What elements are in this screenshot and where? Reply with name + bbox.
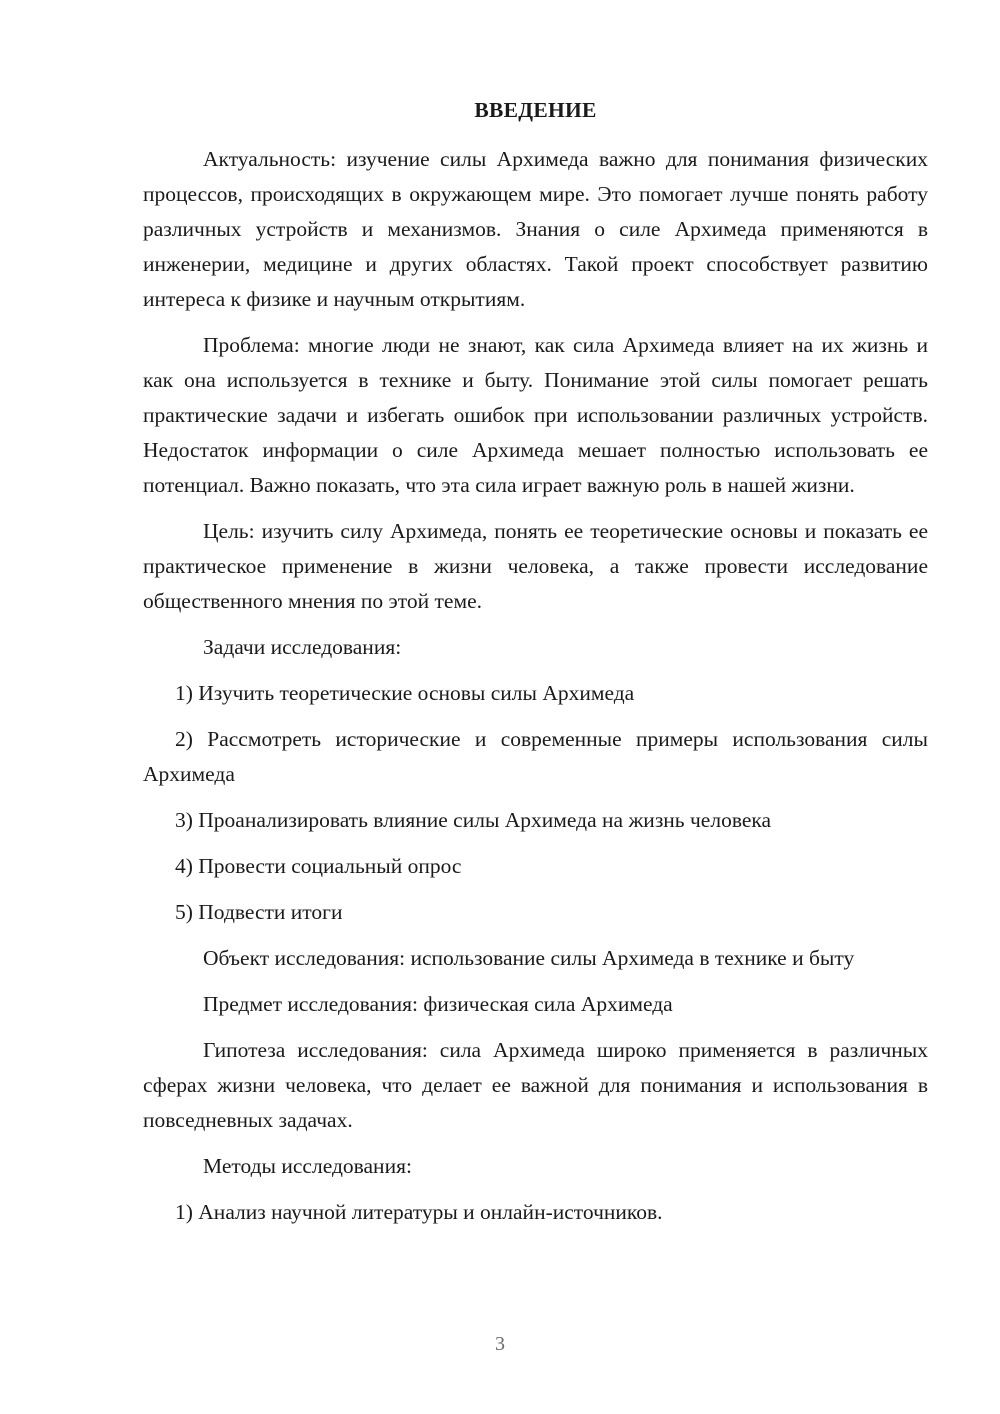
relevance-paragraph: Актуальность: изучение силы Архимеда важно для понимания физических процессов, происходящих в окружающем мире. Это помогает лучше понять работу различных устройств и механизмов. Знания о силе Архимеда применяются в инженерии, медицине и других областях. Такой проект способствует развитию интереса к физике и научным открытиям. xyxy=(143,147,928,311)
object-paragraph: Объект исследования: использование силы Архимеда в технике и быту xyxy=(203,946,855,970)
subject-paragraph: Предмет исследования: физическая сила Архимеда xyxy=(203,992,673,1016)
methods-heading: Методы исследования: xyxy=(203,1154,412,1178)
goal-paragraph: Цель: изучить силу Архимеда, понять ее теоретические основы и показать ее практическое применение в жизни человека, а также провести исследование общественного мнения по этой теме. xyxy=(143,519,928,613)
problem-paragraph: Проблема: многие люди не знают, как сила Архимеда влияет на их жизнь и как она используется в технике и быту. Понимание этой силы помогает решать практические задачи и избегать ошибок при использовании различных устройств. Недостаток информации о силе Архимеда мешает полностью использовать ее потенциал. Важно показать, что эта сила играет важную роль в нашей жизни. xyxy=(143,333,928,497)
task-item-2: 2) Рассмотреть исторические и современные примеры использования силы Архимеда xyxy=(143,727,928,786)
method-item-1: 1) Анализ научной литературы и онлайн-источников. xyxy=(175,1200,663,1224)
document-page xyxy=(143,93,928,1241)
task-item-4: 4) Провести социальный опрос xyxy=(175,854,462,878)
task-item-5: 5) Подвести итоги xyxy=(175,900,343,924)
page-number: 3 xyxy=(495,1333,505,1355)
tasks-heading: Задачи исследования: xyxy=(203,635,402,659)
task-item-3: 3) Проанализировать влияние силы Архимеда на жизнь человека xyxy=(175,808,772,832)
task-item-1: 1) Изучить теоретические основы силы Архимеда xyxy=(175,681,635,705)
section-title: ВВЕДЕНИЕ xyxy=(474,98,597,122)
hypothesis-paragraph: Гипотеза исследования: сила Архимеда широко применяется в различных сферах жизни человека, что делает ее важной для понимания и использования в повседневных задачах. xyxy=(143,1038,928,1132)
